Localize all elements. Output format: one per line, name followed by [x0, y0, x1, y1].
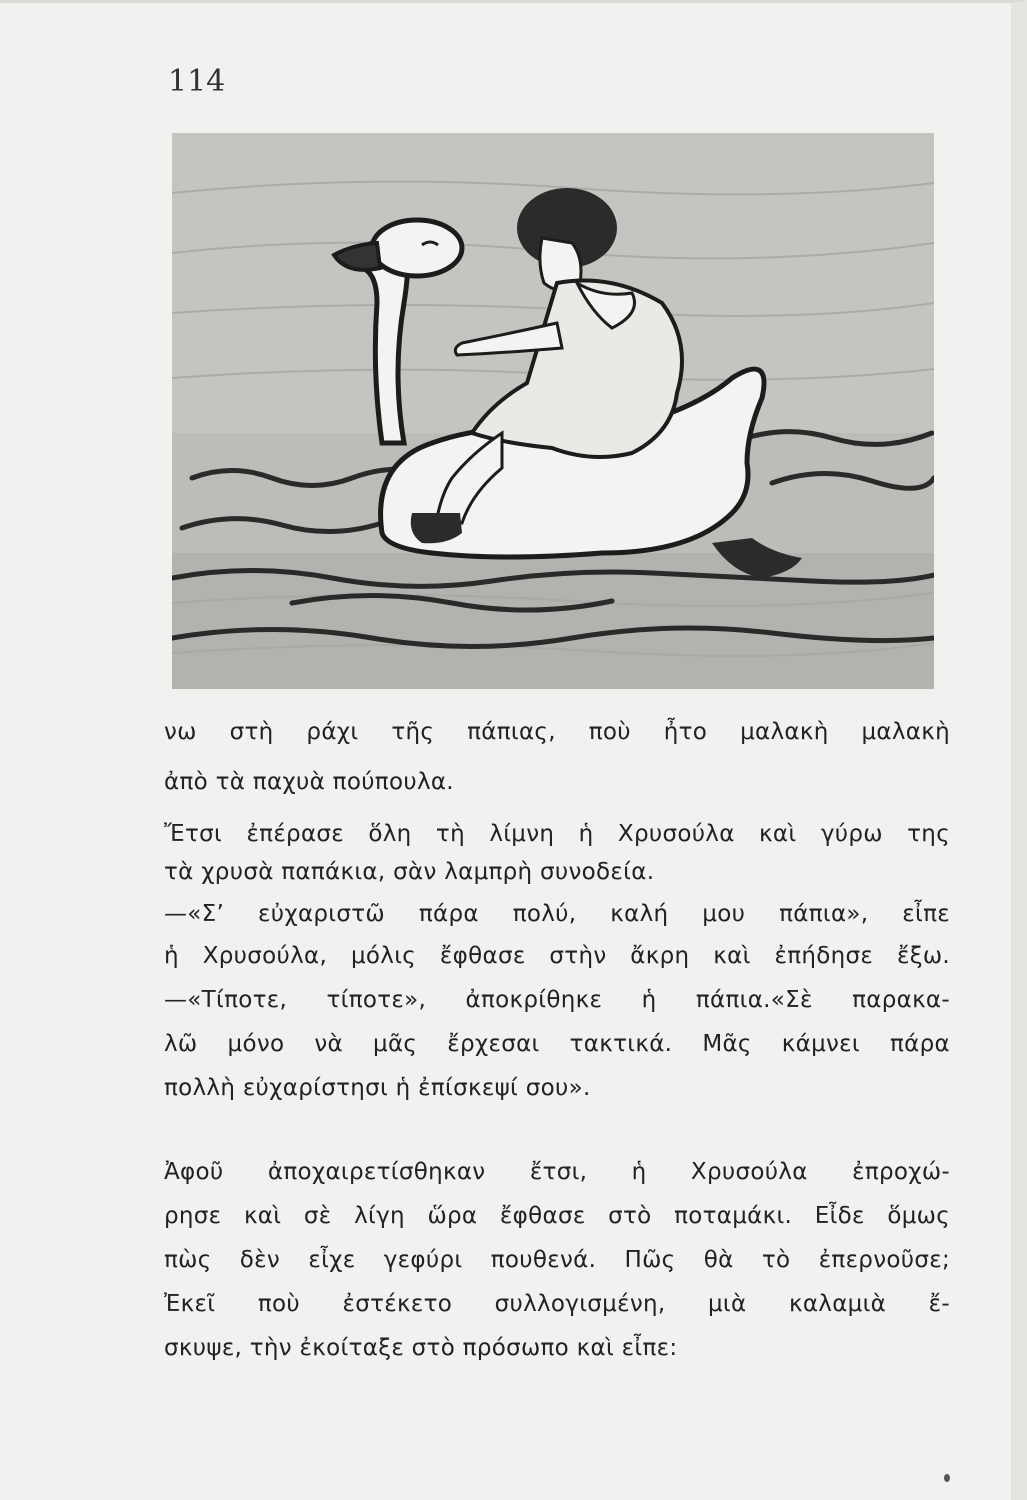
text-line: πολλὴ εὐχαρίστησι ἡ ἐπίσκεψί σου». — [164, 1075, 591, 1101]
text-line: Ἐκεῖ ποὺ ἐστέκετο συλλογισμένη, μιὰ καλαμιὰ ἔ- — [164, 1291, 950, 1317]
text-line: —«Τίποτε, τίποτε», ἀποκρίθηκε ἡ πάπια.«Σὲ παρακα- — [164, 987, 950, 1013]
text-line: νω στὴ ράχι τῆς πάπιας, ποὺ ἦτο μαλακὴ μαλακὴ — [164, 719, 950, 745]
text-line: σκυψε, τὴν ἐκοίταξε στὸ πρόσωπο καὶ εἶπε: — [164, 1335, 678, 1361]
illustration — [172, 133, 934, 689]
text-line: ἡ Χρυσούλα, μόλις ἔφθασε στὴν ἄκρη καὶ ἐπήδησε ἔξω. — [164, 943, 950, 969]
text-line: ἀπὸ τὰ παχυὰ πούπουλα. — [164, 769, 454, 795]
page-number: 114 — [168, 64, 226, 99]
page-speck — [944, 1474, 950, 1482]
text-line: πὼς δὲν εἶχε γεφύρι πουθενά. Πῶς θὰ τὸ ἐπερνοῦσε; — [164, 1247, 950, 1273]
text-line: λῶ μόνο νὰ μᾶς ἔρχεσαι τακτικά. Μᾶς κάμνει πάρα — [164, 1031, 950, 1057]
text-line: Ἀφοῦ ἀποχαιρετίσθηκαν ἔτσι, ἡ Χρυσούλα ἐπροχώ- — [164, 1159, 950, 1185]
text-line: Ἔτσι ἐπέρασε ὅλη τὴ λίμνη ἡ Χρυσούλα καὶ γύρω της — [164, 821, 950, 847]
text-line: ρησε καὶ σὲ λίγη ὥρα ἔφθασε στὸ ποταμάκι. Εἶδε ὅμως — [164, 1203, 950, 1229]
text-line: —«Σ’ εὐχαριστῶ πάρα πολύ, καλή μου πάπια», εἶπε — [164, 901, 950, 927]
goose-girl-drawing — [172, 133, 934, 689]
text-line: τὰ χρυσὰ παπάκια, σὰν λαμπρὴ συνοδεία. — [164, 859, 655, 885]
